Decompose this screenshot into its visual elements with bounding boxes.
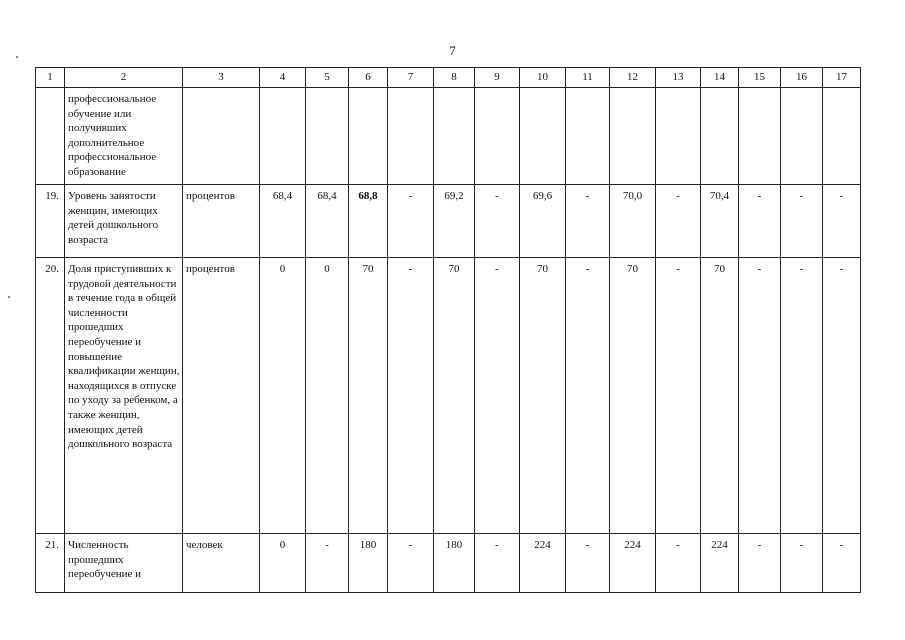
header-row [36,68,861,88]
table-row [36,185,861,258]
column-header: 12 [610,68,656,88]
column-header: 7 [388,68,434,88]
value-cell: 70 [349,258,388,534]
value-cell [260,88,306,185]
value-cell: 68,4 [260,185,306,258]
value-cell: 70,0 [610,185,656,258]
row-number: 20. [36,258,65,534]
value-cell: 68,8 [349,185,388,258]
value-cell: - [823,185,861,258]
scan-speck [16,56,18,58]
value-cell [739,88,781,185]
indicator-name: Доля приступивших к трудовой деятельности в течение года в общей численности прошедших переобучение и повышение квалификации женщин, находящихся в отпуске по уходу за ребенком, а также женщин, имеющих детей дошкольного возраста [65,258,183,534]
column-header: 1 [36,68,65,88]
indicator-name: Уровень занятости женщин, имеющих детей дошкольного возраста [65,185,183,258]
value-cell: 180 [349,534,388,593]
column-header: 13 [656,68,701,88]
value-cell: 0 [306,258,349,534]
value-cell: 69,2 [434,185,475,258]
value-cell: 0 [260,534,306,593]
column-header: 3 [183,68,260,88]
value-cell [388,88,434,185]
value-cell: 68,4 [306,185,349,258]
column-header: 11 [566,68,610,88]
value-cell: 70 [610,258,656,534]
value-cell: - [388,185,434,258]
value-cell: - [823,258,861,534]
value-cell [823,88,861,185]
column-header: 10 [520,68,566,88]
value-cell: - [781,534,823,593]
column-header: 4 [260,68,306,88]
value-cell [566,88,610,185]
value-cell: 70 [701,258,739,534]
scan-speck [8,296,10,298]
value-cell [434,88,475,185]
value-cell [610,88,656,185]
column-header: 9 [475,68,520,88]
value-cell: - [475,258,520,534]
value-cell: - [475,534,520,593]
value-cell: - [566,534,610,593]
value-cell [781,88,823,185]
value-cell: - [388,534,434,593]
column-header: 5 [306,68,349,88]
row-number: 19. [36,185,65,258]
value-cell: 0 [260,258,306,534]
value-cell: - [388,258,434,534]
unit-cell: процентов [183,185,260,258]
value-cell: 224 [701,534,739,593]
value-cell: 70 [434,258,475,534]
column-header: 8 [434,68,475,88]
value-cell: 69,6 [520,185,566,258]
column-header: 2 [65,68,183,88]
value-cell: 180 [434,534,475,593]
value-cell: - [823,534,861,593]
table-row [36,258,861,534]
value-cell: - [566,258,610,534]
indicators-table [35,67,861,593]
page-number: 7 [449,43,456,58]
column-header: 14 [701,68,739,88]
column-header: 15 [739,68,781,88]
value-cell: 70,4 [701,185,739,258]
column-header: 17 [823,68,861,88]
value-cell: - [739,534,781,593]
value-cell: - [656,185,701,258]
value-cell [349,88,388,185]
row-number [36,88,65,185]
value-cell: - [475,185,520,258]
table-row [36,534,861,593]
value-cell [656,88,701,185]
unit-cell: процентов [183,258,260,534]
column-header: 16 [781,68,823,88]
value-cell: - [566,185,610,258]
unit-cell [183,88,260,185]
value-cell [701,88,739,185]
value-cell [306,88,349,185]
indicator-name: Численность прошедших переобучение и [65,534,183,593]
value-cell: - [656,534,701,593]
value-cell: 224 [610,534,656,593]
table-row [36,88,861,185]
value-cell [475,88,520,185]
value-cell: - [656,258,701,534]
column-header: 6 [349,68,388,88]
indicator-name: профессиональное обучение или получивших дополнительное профессиональное образование [65,88,183,185]
unit-cell: человек [183,534,260,593]
value-cell: 70 [520,258,566,534]
value-cell: - [739,185,781,258]
value-cell [520,88,566,185]
value-cell: - [781,185,823,258]
value-cell: - [739,258,781,534]
value-cell: - [306,534,349,593]
row-number: 21. [36,534,65,593]
value-cell: 224 [520,534,566,593]
value-cell: - [781,258,823,534]
